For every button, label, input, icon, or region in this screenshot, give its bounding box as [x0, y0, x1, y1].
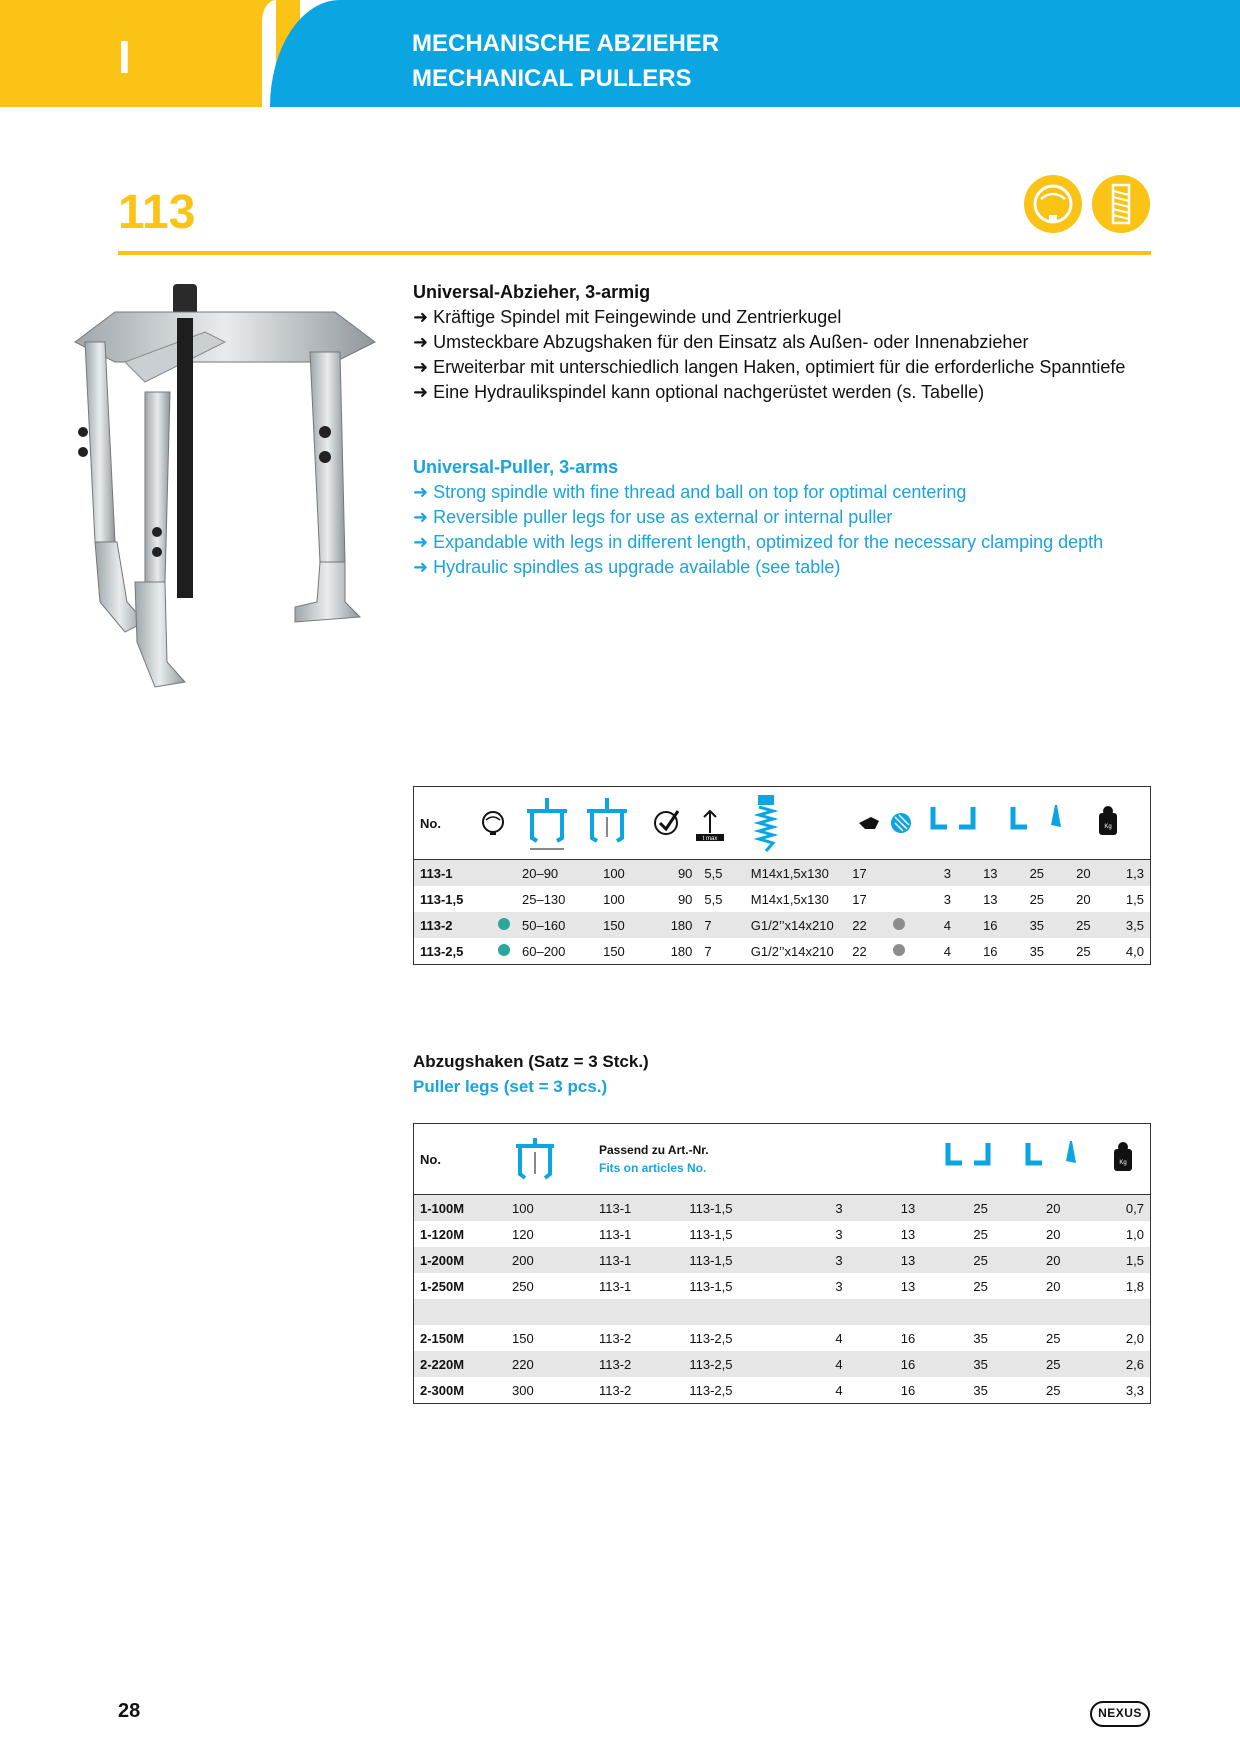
- header-title: [412, 26, 719, 96]
- table-row: [414, 1377, 1151, 1404]
- cell-weight: [1066, 1299, 1150, 1325]
- bullet-en: ➜ Reversible puller legs for use as external or internal puller: [413, 505, 1153, 530]
- description-de: [413, 280, 1153, 405]
- cell-weight: 3,3: [1125, 1382, 1144, 1398]
- cell-dim-b: 13: [900, 1226, 916, 1242]
- fits-en: Fits on articles No.: [599, 1161, 707, 1175]
- col-span-header: [516, 787, 646, 860]
- table-row: [414, 1299, 1151, 1325]
- bullet-de: ➜ Umsteckbare Abzugshaken für den Einsatz als Außen- oder Innenabzieher: [413, 330, 1153, 355]
- col-dims-header: [796, 1124, 1151, 1195]
- cell-dim-d: 25: [1046, 1382, 1061, 1398]
- cell-weight: 1,3: [1097, 860, 1151, 887]
- puller-spec-table: [413, 786, 1151, 965]
- hydraulic-gauge-icon: [1024, 175, 1082, 233]
- legs-subtitle: [413, 1049, 649, 1099]
- col-no-header: No.: [414, 787, 474, 860]
- cell-dim-a: [796, 1299, 849, 1325]
- cell-length: 220: [506, 1351, 593, 1377]
- cell-length: 250: [512, 1278, 534, 1294]
- page-number: 28: [118, 1700, 141, 1722]
- cell-dim-b: 16: [900, 1330, 916, 1346]
- cell-force: 90: [677, 891, 693, 907]
- cell-hyd-spindle: [887, 886, 924, 912]
- cell-dim-a: 3: [835, 1226, 843, 1242]
- cell-hydraulic: [473, 886, 516, 912]
- cell-dim-b: 16: [849, 1351, 922, 1377]
- puller-span-depth-icons: [522, 793, 632, 853]
- cell-dim-d: 25: [994, 1351, 1067, 1377]
- cell-dim-c: 25: [1029, 891, 1045, 907]
- chapter-letter: I: [118, 31, 131, 83]
- col-fits-header: [593, 1124, 796, 1195]
- puller-legs-table: [413, 1123, 1151, 1404]
- cell-dim-a: 3: [943, 891, 952, 907]
- cell-dim-a: 4: [835, 1382, 843, 1398]
- cell-tmax: 7: [704, 943, 712, 959]
- cell-weight: 3,5: [1097, 912, 1151, 938]
- tmax-label: t max: [703, 836, 718, 842]
- cell-dim-a: 3: [796, 1247, 849, 1273]
- cell-dim-a: 3: [796, 1195, 849, 1222]
- cell-dim-a: 4: [835, 1330, 843, 1346]
- cell-article-no: 113-2: [414, 912, 474, 938]
- cell-key: 17: [852, 891, 867, 907]
- cell-dim-d: 25: [1050, 912, 1097, 938]
- bullet-en: ➜ Expandable with legs in different length, optimized for the necessary clamping depth: [413, 530, 1153, 555]
- cell-dim-c: 25: [973, 1278, 988, 1294]
- cell-dim-c: 25: [921, 1247, 994, 1273]
- cell-leg-no: 1-200M: [414, 1247, 507, 1273]
- header-rule: [118, 251, 1151, 255]
- table-row: [414, 886, 1151, 912]
- force-icon: [652, 803, 732, 843]
- cell-article-no: 113-1,5: [420, 891, 464, 907]
- cell-dim-c: 25: [973, 1226, 988, 1242]
- cell-dim-a: 4: [796, 1351, 849, 1377]
- hydraulic-available-dot: [498, 918, 510, 930]
- cell-dim-a: 3: [835, 1278, 843, 1294]
- cell-dim-d: 25: [1076, 943, 1091, 959]
- cell-dim-b: 13: [849, 1195, 922, 1222]
- description-title-de: Universal-Abzieher, 3-armig: [413, 282, 651, 302]
- cell-key: 17: [846, 860, 886, 887]
- cell-length: 120: [512, 1226, 534, 1242]
- table-row: [414, 1351, 1151, 1377]
- cell-dim-b: 13: [900, 1278, 916, 1294]
- cell-force: 180: [670, 943, 693, 959]
- cell-dim-c: 35: [1029, 943, 1045, 959]
- cell-dim-b: 13: [957, 860, 1004, 887]
- cell-dim-d: [994, 1299, 1067, 1325]
- col-force-tmax-header: [646, 787, 744, 860]
- cell-article-no: 113-2,5: [420, 943, 464, 959]
- cell-fits-1: 113-1: [599, 1278, 632, 1294]
- cell-leg-no: 2-300M: [420, 1382, 465, 1398]
- legs-title-de: Abzugshaken (Satz = 3 Stck.): [413, 1052, 649, 1071]
- cell-dim-b: 13: [849, 1247, 922, 1273]
- cell-hydraulic: [473, 938, 516, 965]
- col-key-hyd-header: [846, 787, 923, 860]
- cell-key: 22: [846, 912, 886, 938]
- col-hydraulic-header: [473, 787, 516, 860]
- hydraulic-gauge-icon: [479, 809, 507, 837]
- cell-weight: 2,6: [1066, 1351, 1150, 1377]
- cell-span: 20–90: [516, 860, 597, 887]
- cell-dim-c: [921, 1299, 994, 1325]
- col-dims-header: [923, 787, 1150, 860]
- cell-dim-b: 16: [983, 943, 998, 959]
- cell-fits-1: 113-1: [593, 1195, 683, 1222]
- cell-fits-2: 113-1,5: [683, 1195, 796, 1222]
- header-title-de: MECHANISCHE ABZIEHER: [412, 30, 720, 57]
- col-no-header: No.: [414, 1124, 507, 1195]
- cell-span: 25–130: [522, 891, 566, 907]
- cell-hyd-spindle: [887, 912, 924, 938]
- table-row: [414, 860, 1151, 887]
- hydraulic-spindle-dot: [893, 944, 905, 956]
- leg-dimension-icons: [929, 803, 1129, 843]
- cell-dim-c: 25: [1004, 860, 1051, 887]
- cell-leg-no: 1-100M: [414, 1195, 507, 1222]
- puller-product-image: [55, 282, 395, 692]
- cell-leg-no: 2-220M: [414, 1351, 507, 1377]
- cell-weight: 1,0: [1125, 1226, 1144, 1242]
- cell-spindle: G1/2’’x14x210: [750, 943, 834, 959]
- cell-dim-c: 35: [1004, 912, 1051, 938]
- cell-weight: 1,5: [1125, 891, 1144, 907]
- cell-dim-d: 25: [1046, 1330, 1061, 1346]
- bullet-de: ➜ Kräftige Spindel mit Feingewinde und Zentrierkugel: [413, 305, 1153, 330]
- cell-length: 300: [512, 1382, 534, 1398]
- spindle-thread-icon: [1092, 175, 1150, 233]
- nexus-logo: NEXUS: [1090, 1701, 1150, 1727]
- cell-depth: 100: [597, 860, 646, 887]
- description-en: [413, 455, 1153, 580]
- hydraulic-available-dot: [498, 944, 510, 956]
- cell-leg-no: 1-120M: [420, 1226, 465, 1242]
- cell-key: 22: [852, 943, 867, 959]
- cell-hydraulic: [473, 860, 516, 887]
- cell-dim-b: 16: [957, 912, 1004, 938]
- cell-span: 60–200: [522, 943, 566, 959]
- cell-leg-no: 2-150M: [420, 1330, 465, 1346]
- cell-force: 90: [646, 860, 698, 887]
- cell-fits-1: 113-1: [593, 1247, 683, 1273]
- table-row: [414, 938, 1151, 965]
- cell-leg-no: 1-250M: [420, 1278, 465, 1294]
- cell-weight: 1,8: [1125, 1278, 1144, 1294]
- header-yellow-band: [0, 0, 300, 107]
- cell-depth: 150: [603, 943, 625, 959]
- description-title-en: Universal-Puller, 3-arms: [413, 457, 619, 477]
- cell-force: 180: [646, 912, 698, 938]
- cell-spindle: G1/2’’x14x210: [745, 912, 846, 938]
- bullet-en: ➜ Strong spindle with fine thread and ball on top for optimal centering: [413, 480, 1153, 505]
- table-row: [414, 1221, 1151, 1247]
- cell-tmax: 7: [698, 912, 744, 938]
- cell-length: 100: [506, 1195, 593, 1222]
- cell-spindle: M14x1,5x130: [745, 860, 846, 887]
- cell-fits-2: 113-1,5: [683, 1247, 796, 1273]
- cell-spindle: M14x1,5x130: [750, 891, 829, 907]
- cell-fits-2: 113-2,5: [689, 1330, 733, 1346]
- cell-dim-d: 20: [1050, 860, 1097, 887]
- table-row: [414, 1247, 1151, 1273]
- cell-tmax: 5,5: [698, 860, 744, 887]
- header-title-en: MECHANICAL PULLERS: [412, 65, 692, 92]
- cell-dim-b: [849, 1299, 922, 1325]
- bullet-de: ➜ Erweiterbar mit unterschiedlich langen Haken, optimiert für die erforderliche Spanntiefe: [413, 355, 1153, 380]
- fits-de: Passend zu Art.-Nr.: [599, 1143, 709, 1157]
- cell-weight: 2,0: [1125, 1330, 1144, 1346]
- cell-depth: 100: [603, 891, 625, 907]
- table-row: [414, 1273, 1151, 1299]
- cell-fits-2: 113-1,5: [689, 1226, 733, 1242]
- cell-leg-no: [414, 1299, 507, 1325]
- cell-fits-1: 113-2: [599, 1382, 632, 1398]
- table-row: [414, 1195, 1151, 1222]
- wrench-hydraulic-icons: [857, 809, 917, 837]
- cell-fits-2: 113-2,5: [689, 1382, 733, 1398]
- cell-fits-2: [683, 1299, 796, 1325]
- cell-tmax: 5,5: [704, 891, 723, 907]
- cell-dim-d: 20: [1046, 1278, 1061, 1294]
- col-spindle-header: [745, 787, 846, 860]
- kg-label: Kg: [1119, 1160, 1127, 1166]
- bullet-de: ➜ Eine Hydraulikspindel kann optional nachgerüstet werden (s. Tabelle): [413, 380, 1153, 405]
- cell-dim-d: 20: [994, 1195, 1067, 1222]
- cell-dim-a: 4: [923, 912, 957, 938]
- cell-depth: 150: [597, 912, 646, 938]
- spindle-thread-icon: [751, 793, 781, 853]
- cell-hydraulic: [473, 912, 516, 938]
- hydraulic-spindle-dot: [893, 918, 905, 930]
- table-header-row: [414, 787, 1151, 860]
- cell-dim-c: 35: [973, 1382, 988, 1398]
- cell-fits-1: 113-1: [599, 1226, 632, 1242]
- leg-length-icon: [512, 1136, 558, 1182]
- cell-hyd-spindle: [887, 860, 924, 887]
- cell-dim-b: 13: [983, 891, 998, 907]
- cell-fits-2: 113-2,5: [683, 1351, 796, 1377]
- cell-dim-d: 20: [1076, 891, 1091, 907]
- cell-weight: 1,5: [1066, 1247, 1150, 1273]
- cell-fits-1: [593, 1299, 683, 1325]
- cell-article-no: 113-1: [414, 860, 474, 887]
- cell-weight: 0,7: [1066, 1195, 1150, 1222]
- table-header-row: [414, 1124, 1151, 1195]
- cell-hyd-spindle: [887, 938, 924, 965]
- cell-dim-a: 4: [943, 943, 952, 959]
- cell-fits-1: 113-2: [599, 1330, 632, 1346]
- cell-span: 50–160: [516, 912, 597, 938]
- cell-dim-c: 35: [973, 1330, 988, 1346]
- cell-length: 150: [512, 1330, 534, 1346]
- cell-dim-c: 35: [921, 1351, 994, 1377]
- cell-dim-a: 3: [923, 860, 957, 887]
- cell-length: [506, 1299, 593, 1325]
- cell-fits-2: 113-1,5: [689, 1278, 733, 1294]
- cell-dim-c: 25: [921, 1195, 994, 1222]
- leg-dimension-icons: [944, 1139, 1144, 1179]
- legs-title-en: Puller legs (set = 3 pcs.): [413, 1077, 608, 1096]
- cell-dim-d: 20: [994, 1247, 1067, 1273]
- bullet-en: ➜ Hydraulic spindles as upgrade available (see table): [413, 555, 1153, 580]
- table-row: [414, 1325, 1151, 1351]
- col-length-header: [506, 1124, 593, 1195]
- product-number: 113: [118, 186, 196, 239]
- cell-dim-d: 20: [1046, 1226, 1061, 1242]
- cell-dim-b: 16: [900, 1382, 916, 1398]
- cell-fits-1: 113-2: [593, 1351, 683, 1377]
- table-row: [414, 912, 1151, 938]
- cell-length: 200: [506, 1247, 593, 1273]
- cell-weight: 4,0: [1125, 943, 1144, 959]
- kg-label: Kg: [1104, 824, 1112, 830]
